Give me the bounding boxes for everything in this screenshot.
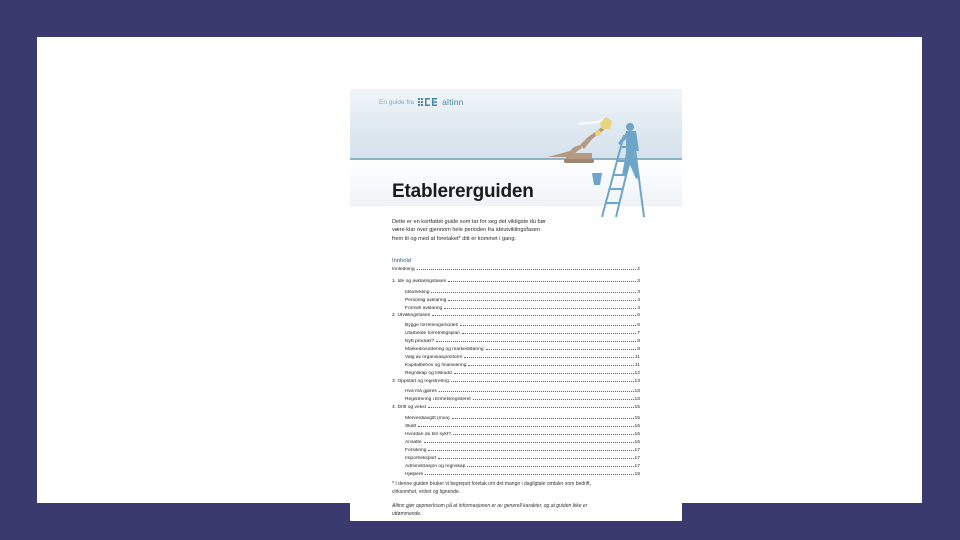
toc-entry[interactable]: [392, 279, 640, 284]
toc-entry-label: Import/eksport: [405, 456, 437, 461]
toc-page-number: 8: [637, 347, 640, 352]
toc-leader-dots: [453, 433, 634, 435]
toc-heading: Innhold: [392, 258, 412, 264]
toc-entry[interactable]: [392, 389, 640, 394]
toc-leader-dots: [436, 340, 636, 342]
yellow-object-icon: [595, 117, 612, 136]
toc-entry-label: Valg av organisasjonsform: [405, 355, 463, 360]
airplane-icon: [578, 119, 603, 125]
toc-page-number: 17: [634, 464, 640, 469]
toc-entry[interactable]: [392, 313, 640, 318]
toc-entry[interactable]: [392, 448, 640, 453]
intro-line: være klar over gjennom hele perioden fra idéutviklingsfasen: [392, 227, 541, 234]
toc-entry-label: Ansatte: [405, 440, 422, 445]
toc-entry-label: Bygge forretningsmodell: [405, 323, 458, 328]
toc-entry-label: Idéutvikling: [405, 290, 430, 295]
toc-entry-label: Hvordan du blir sykt?: [405, 432, 451, 437]
toc-page-number: 13: [634, 379, 640, 384]
toc-entry-label: Innledning: [392, 267, 415, 272]
toc-page-number: 12: [634, 371, 640, 376]
toc-entry-label: 4. Drift og vekst: [392, 405, 426, 410]
toc-leader-dots: [417, 268, 637, 270]
brand-prefix: En guide fra: [379, 98, 415, 106]
toc-entry[interactable]: [392, 298, 640, 303]
toc-leader-dots: [486, 348, 637, 350]
bucket-icon: [592, 173, 602, 185]
intro-line: Dette er en kortfattet guide som tar for seg det viktigste du bør: [392, 219, 546, 225]
toc-leader-dots: [468, 364, 633, 366]
toc-entry[interactable]: [392, 456, 640, 461]
disclaimer-line: uttømmende.: [392, 510, 422, 517]
intro-line: frem til og med at foretaket* ditt er kommet i gang.: [392, 235, 517, 242]
toc-page-number: 4: [637, 298, 640, 303]
worker-on-ladder-illustration: [540, 117, 682, 221]
person-icon: [618, 123, 640, 179]
disclaimer: [392, 503, 632, 518]
toc-entry[interactable]: [392, 371, 640, 376]
toc-leader-dots: [452, 417, 634, 419]
toc-entry-label: 1. Idé og avklaringsfasen: [392, 279, 447, 284]
toc-entry-label: Hjelpere: [405, 472, 424, 477]
slide-canvas: [37, 37, 922, 517]
toc-leader-dots: [460, 324, 637, 326]
toc-page-number: 3: [637, 290, 640, 295]
toc-page-number: 4: [637, 306, 640, 311]
toc-leader-dots: [467, 465, 633, 467]
toc-leader-dots: [451, 380, 634, 382]
toc-page-number: 2: [637, 267, 640, 272]
toc-entry[interactable]: [392, 472, 640, 477]
toc-leader-dots: [464, 356, 634, 358]
toc-entry-label: Nytt produkt?: [405, 339, 435, 344]
toc-entry[interactable]: [392, 464, 640, 469]
toc-entry[interactable]: [392, 405, 640, 410]
toc-entry[interactable]: [392, 355, 640, 360]
toc-page-number: 17: [634, 448, 640, 453]
toc-page-number: 15: [634, 405, 640, 410]
toc-page-number: 6: [637, 313, 640, 318]
toc-page-number: 6: [637, 323, 640, 328]
toc-page-number: 13: [634, 397, 640, 402]
toc-leader-dots: [438, 457, 633, 459]
toc-entry[interactable]: [392, 290, 640, 295]
toc-entry[interactable]: [392, 397, 640, 402]
toc-page-number: 11: [634, 355, 640, 360]
disclaimer-line: Altinn gjør oppmerksom på at informasjonen er av generell karakter, og at guiden ikke er: [392, 503, 588, 509]
toc-leader-dots: [454, 372, 634, 374]
toc-entry[interactable]: [392, 416, 640, 421]
toc-entry-label: Kapitalbehov og finansiering: [405, 363, 467, 368]
toc-leader-dots: [439, 390, 634, 392]
toc-leader-dots: [428, 449, 633, 451]
toc-leader-dots: [448, 280, 636, 282]
toc-leader-dots: [448, 299, 636, 301]
toc-entry-label: Utarbeide forretningsplan: [405, 331, 460, 336]
toc-entry[interactable]: [392, 306, 640, 311]
toc-entry-label: Registrering i Enhetsregisteret: [405, 397, 471, 402]
altinn-logo-icon: [418, 97, 438, 107]
toc-entry-label: Markedsvurdering og markedsføring: [405, 347, 484, 352]
toc-entry[interactable]: [392, 424, 640, 429]
toc-page-number: 15: [634, 416, 640, 421]
toc-entry[interactable]: [392, 440, 640, 445]
toc-page-number: 8: [637, 339, 640, 344]
toc-entry[interactable]: [392, 347, 640, 352]
brand-name: altinn: [442, 97, 464, 107]
toc-entry[interactable]: [392, 331, 640, 336]
toc-entry[interactable]: [392, 339, 640, 344]
toc-entry-label: 3. Oppstart og registrering: [392, 379, 449, 384]
intro-paragraph: [392, 218, 602, 243]
toc-entry[interactable]: [392, 379, 640, 384]
document-title: Etablererguiden: [392, 181, 534, 202]
toc-entry-label: Hva må gjøres: [405, 389, 437, 394]
toc-leader-dots: [418, 425, 633, 427]
toc-leader-dots: [425, 473, 633, 475]
toc-leader-dots: [431, 291, 636, 293]
toc-entry[interactable]: [392, 363, 640, 368]
toc-entry-label: Forsikring: [405, 448, 427, 453]
toc-entry-label: Formell avklaring: [405, 306, 443, 311]
toc-leader-dots: [424, 441, 634, 443]
toc-entry-label: Skatt: [405, 424, 417, 429]
toc-page-number: 16: [634, 432, 640, 437]
toc-page-number: 13: [634, 389, 640, 394]
toc-leader-dots: [444, 307, 636, 309]
footnote: [392, 481, 632, 496]
brand-header: [379, 97, 464, 107]
document-page: [350, 89, 682, 521]
toc-page-number: 17: [634, 456, 640, 461]
toc-page-number: 16: [634, 440, 640, 445]
toc-leader-dots: [462, 332, 636, 334]
footnote-line: * I denne guiden bruker vi begrepet foretak om det mange i dagligtale omtaler som bedrift,: [392, 481, 592, 487]
toc-page-number: 16: [634, 424, 640, 429]
footnote-line: virksomhet, enhet og lignende.: [392, 488, 461, 495]
toc-entry[interactable]: [392, 267, 640, 272]
toc-entry-label: Personlig avklaring: [405, 298, 447, 303]
toc-page-number: 19: [634, 472, 640, 477]
toc-entry-label: Administrasjon og regnskap: [405, 464, 466, 469]
toc-leader-dots: [473, 398, 634, 400]
toc-entry-label: Merverdiavgift (mva): [405, 416, 450, 421]
toc-leader-dots: [432, 314, 636, 316]
toc-entry-label: Regnskap og tilskudd: [405, 371, 452, 376]
toc-page-number: 3: [637, 279, 640, 284]
toc-entry[interactable]: [392, 432, 640, 437]
toc-leader-dots: [428, 406, 634, 408]
toc-entry-label: 2. Utviklingsfasen: [392, 313, 431, 318]
toc-page-number: 7: [637, 331, 640, 336]
toc-entry[interactable]: [392, 323, 640, 328]
toc-page-number: 11: [634, 363, 640, 368]
